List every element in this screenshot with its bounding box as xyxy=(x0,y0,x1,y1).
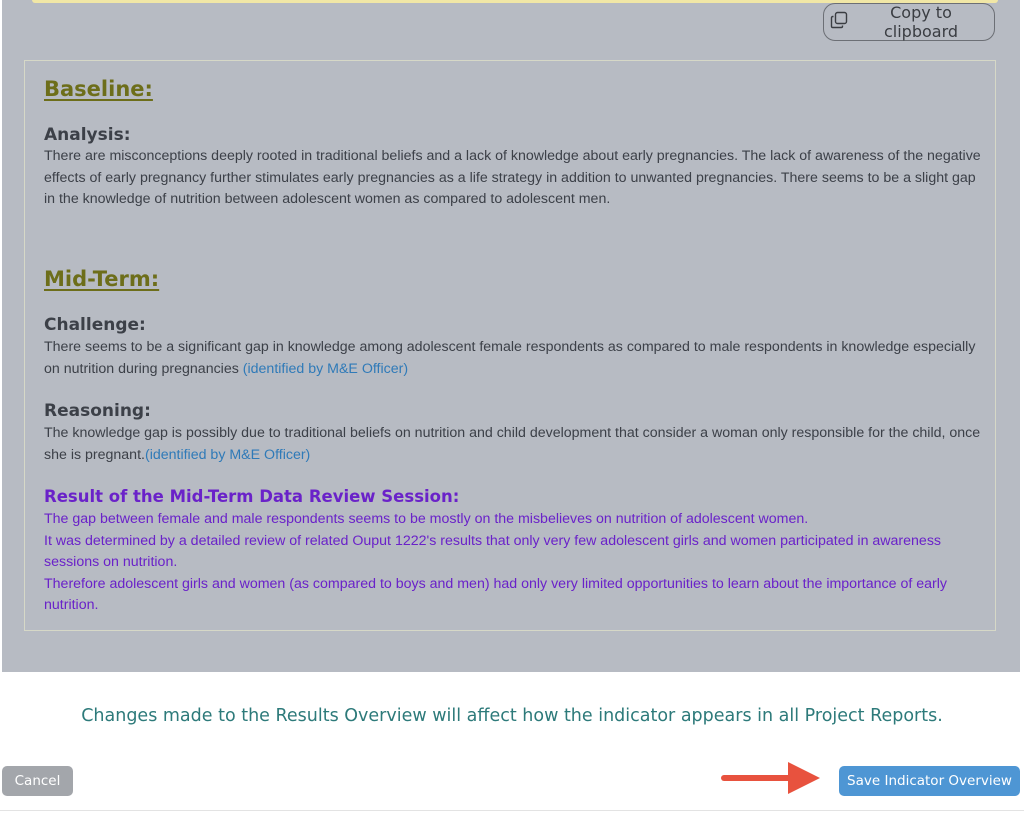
review-line-2: It was determined by a detailed review of related Ouput 1222's results that only very few adolescent girls and women participated in awareness sessions on nutrition. xyxy=(44,532,942,570)
reasoning-author-note: (identified by M&E Officer) xyxy=(144,446,311,463)
save-indicator-overview-button[interactable]: Save Indicator Overview xyxy=(839,766,1020,796)
review-heading: Result of the Mid-Term Data Review Session: xyxy=(44,487,460,506)
results-overview-warning: Changes made to the Results Overview will affect how the indicator appears in all Project Reports. xyxy=(81,706,943,726)
challenge-text: There seems to be a significant gap in knowledge among adolescent female respondents as compared to male respondents in knowledge especially on nutrition during pregnancies xyxy=(44,339,976,377)
cancel-button[interactable]: Cancel xyxy=(2,766,73,796)
footer-divider xyxy=(0,810,1024,811)
midterm-title: Mid-Term: xyxy=(44,267,160,291)
review-line-3: Therefore adolescent girls and women (as compared to boys and men) had only very limited opportunities to learn about the importance of early nutrition. xyxy=(44,575,947,613)
analysis-text: There are misconceptions deeply rooted in traditional beliefs and a lack of knowledge about early pregnancies. The lack of awareness of the negative effects of early pregnancy further stimulates early pregnancies as a life strategy in addition to unwanted pregnancies. There seems to be a slight gap in the knowledge of nutrition between adolescent women as compared to adolescent men. xyxy=(44,148,981,207)
challenge-heading: Challenge: xyxy=(44,315,146,335)
copy-to-clipboard-button[interactable] xyxy=(823,3,995,41)
baseline-title: Baseline: xyxy=(44,77,153,101)
copy-button-label: Copy to clipboard xyxy=(883,3,959,41)
analysis-heading: Analysis: xyxy=(44,125,131,145)
reasoning-heading: Reasoning: xyxy=(44,401,151,421)
challenge-author-note: (identified by M&E Officer) xyxy=(242,360,409,377)
review-text xyxy=(44,509,989,617)
copy-icon xyxy=(830,11,848,33)
review-line-1: The gap between female and male respondents seems to be mostly on the misbelieves on nutrition of adolescent women. xyxy=(44,511,809,527)
arrow-right-icon xyxy=(718,756,828,800)
reasoning-paragraph xyxy=(44,423,984,466)
challenge-paragraph xyxy=(44,337,984,380)
reasoning-text: The knowledge gap is possibly due to traditional beliefs on nutrition and child development that consider a woman only responsible for the child, once she is pregnant. xyxy=(44,425,981,463)
